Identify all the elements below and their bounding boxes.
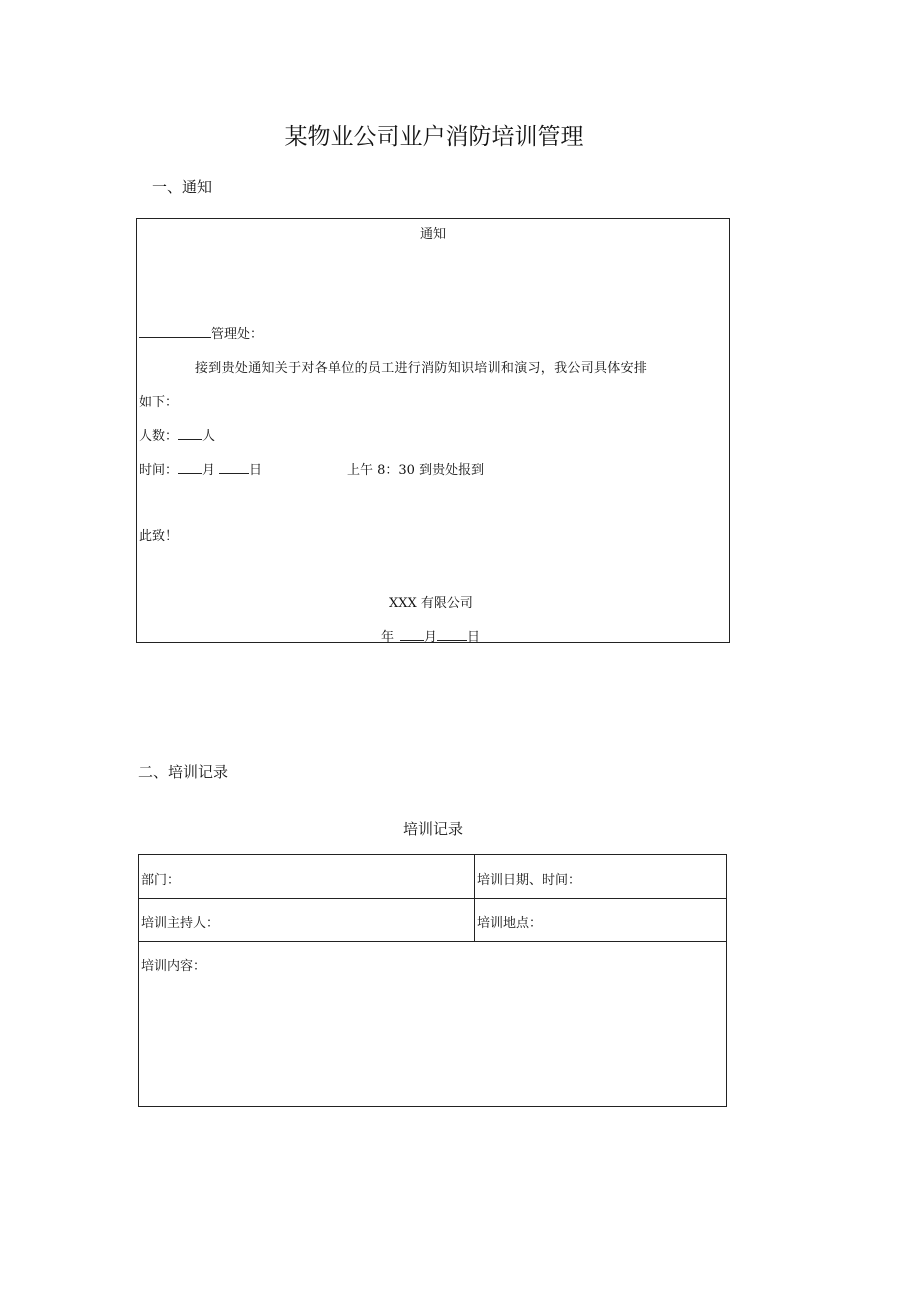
- sign-month-label: 月: [424, 630, 438, 645]
- department-field: 部门：: [141, 873, 181, 888]
- people-unit: 人: [202, 429, 216, 444]
- notice-body-line1: 接到贵处通知关于对各单位的员工进行消防知识培训和演习，我公司具体安排: [195, 361, 648, 376]
- notice-box: [136, 218, 730, 643]
- row-divider: [139, 898, 726, 899]
- sign-day-label: 日: [467, 630, 481, 645]
- addressee-line: [139, 323, 263, 342]
- people-blank: [178, 427, 202, 440]
- day-blank: [219, 461, 249, 474]
- row-divider: [139, 941, 726, 942]
- sign-year-label: 年: [381, 630, 395, 645]
- content-field: 培训内容：: [141, 959, 207, 974]
- sign-month-blank: [400, 628, 424, 641]
- notice-body-line2: 如下：: [139, 395, 179, 410]
- section-heading-notice: 一、通知: [152, 178, 213, 196]
- sign-day-blank: [437, 628, 467, 641]
- day-label: 日: [249, 463, 263, 478]
- time-detail: 上午 8：30 到贵处报到: [347, 463, 485, 478]
- addressee-blank: [139, 325, 211, 338]
- people-label: 人数：: [139, 429, 179, 444]
- page-title: 某物业公司业户消防培训管理: [284, 124, 584, 150]
- record-table: [138, 854, 727, 1107]
- notice-heading: 通知: [419, 227, 446, 242]
- company-name: XXX 有限公司: [389, 596, 473, 611]
- month-blank: [178, 461, 202, 474]
- date-time-field: 培训日期、时间：: [477, 873, 582, 888]
- time-line: [139, 459, 262, 478]
- section-heading-record: 二、培训记录: [138, 763, 229, 781]
- host-field: 培训主持人：: [141, 916, 220, 931]
- month-label: 月: [202, 463, 216, 478]
- record-title: 培训记录: [402, 820, 463, 838]
- time-label: 时间：: [139, 463, 179, 478]
- closing: 此致！: [139, 529, 179, 544]
- addressee-suffix: 管理处：: [211, 327, 264, 342]
- sign-date-line: [381, 626, 480, 645]
- location-field: 培训地点：: [477, 916, 543, 931]
- column-divider: [474, 855, 475, 942]
- people-count-line: [139, 425, 215, 444]
